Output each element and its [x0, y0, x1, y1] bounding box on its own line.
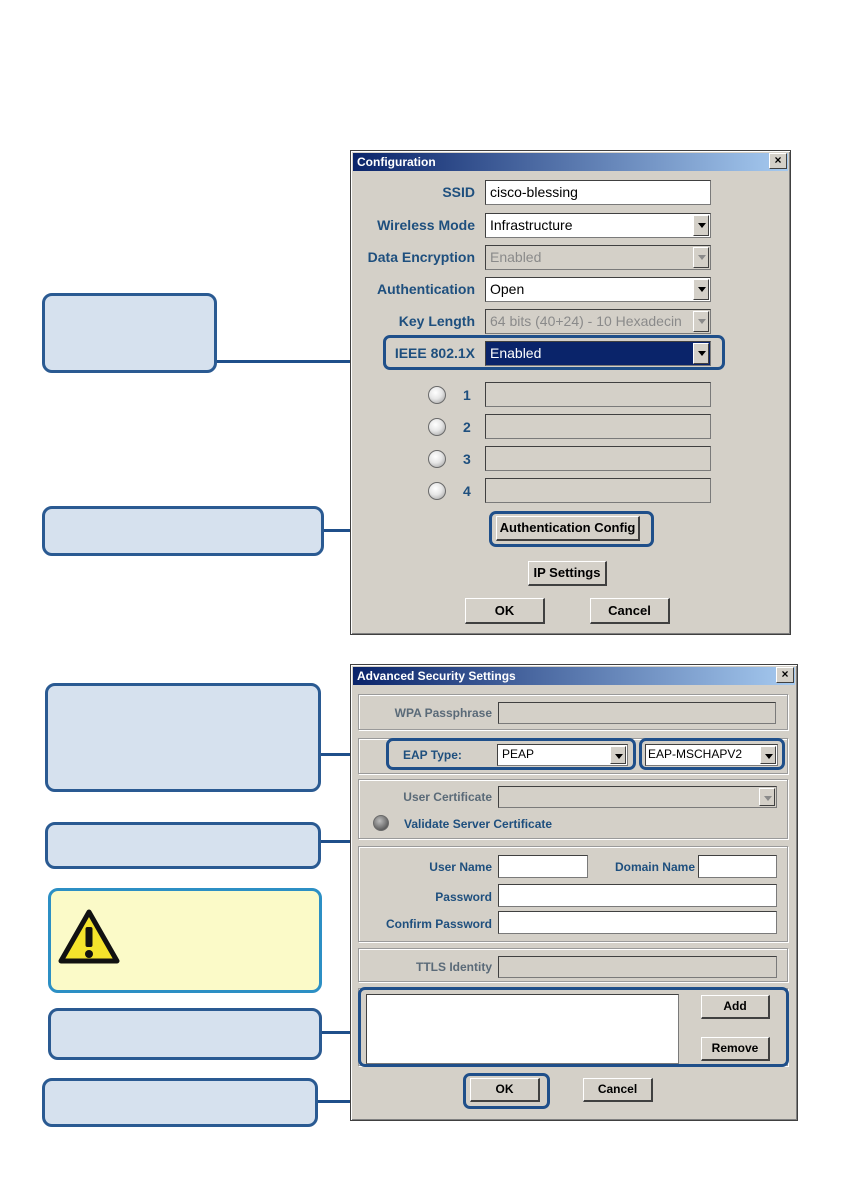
chevron-down-icon[interactable]: [693, 279, 709, 300]
ip-settings-button[interactable]: IP Settings: [528, 561, 607, 586]
wpa-passphrase-label: WPA Passphrase: [394, 706, 492, 720]
password-input[interactable]: [498, 884, 777, 907]
domain-name-input[interactable]: [698, 855, 777, 878]
ssid-input[interactable]: cisco-blessing: [485, 180, 711, 205]
wireless-mode-value: Infrastructure: [490, 217, 573, 233]
key-number-3: 3: [463, 451, 471, 467]
key-radio-4[interactable]: [428, 482, 446, 500]
callout-ok: [42, 1078, 318, 1127]
certificate-list-highlight: [358, 987, 789, 1067]
key-radio-1[interactable]: [428, 386, 446, 404]
close-icon[interactable]: ×: [769, 153, 787, 169]
user-certificate-select: [498, 786, 777, 808]
ttls-identity-input: [498, 956, 777, 978]
ieee-highlight: [383, 335, 725, 370]
chevron-down-icon: [693, 247, 709, 268]
password-label: Password: [435, 890, 492, 904]
wpa-passphrase-input: [498, 702, 776, 724]
domain-name-label: Domain Name: [614, 860, 695, 874]
ieee-label: IEEE 802.1X: [394, 345, 475, 361]
key-number-4: 4: [463, 483, 471, 499]
key-radio-3[interactable]: [428, 450, 446, 468]
user-name-input[interactable]: [498, 855, 588, 878]
authentication-label: Authentication: [377, 281, 475, 297]
user-certificate-label: User Certificate: [403, 790, 492, 804]
advanced-security-title: Advanced Security Settings: [353, 667, 795, 685]
add-button[interactable]: Add: [701, 995, 770, 1019]
key-radio-2[interactable]: [428, 418, 446, 436]
authentication-config-button[interactable]: Authentication Config: [496, 516, 640, 541]
warning-icon: [58, 909, 120, 965]
chevron-down-icon: [759, 788, 775, 806]
authentication-select[interactable]: [485, 277, 711, 302]
key-length-label: Key Length: [398, 313, 475, 329]
eap-type-highlight: [386, 738, 636, 770]
ssid-label: SSID: [442, 184, 475, 200]
callout-certificate-list: [48, 1008, 322, 1060]
data-encryption-value: Enabled: [490, 249, 542, 265]
callout-eap-inner: [45, 822, 321, 869]
data-encryption-select: [485, 245, 711, 270]
callout-warning: [48, 888, 322, 993]
chevron-down-icon: [693, 311, 709, 332]
eap-type-value: PEAP: [502, 747, 535, 761]
user-name-label: User Name: [429, 860, 492, 874]
configuration-title: Configuration: [353, 153, 788, 171]
eap-inner-value: EAP-MSCHAPV2: [648, 747, 743, 761]
chevron-down-icon[interactable]: [693, 215, 709, 236]
close-icon[interactable]: ×: [776, 667, 794, 683]
eap-type-label: EAP Type:: [403, 748, 462, 762]
config-ok-button[interactable]: OK: [465, 598, 545, 624]
wireless-mode-label: Wireless Mode: [377, 217, 475, 233]
advanced-cancel-button[interactable]: Cancel: [583, 1078, 653, 1102]
auth-config-highlight: [489, 511, 654, 547]
eap-inner-highlight: [639, 738, 785, 770]
data-encryption-label: Data Encryption: [367, 249, 475, 265]
key-input-1: [485, 382, 711, 407]
callout-auth-config: [42, 506, 324, 556]
remove-button[interactable]: Remove: [701, 1037, 770, 1061]
key-input-3: [485, 446, 711, 471]
callout-eap-type: [45, 683, 321, 792]
confirm-password-label: Confirm Password: [385, 917, 492, 931]
key-number-2: 2: [463, 419, 471, 435]
wireless-mode-select[interactable]: [485, 213, 711, 238]
advanced-ok-button[interactable]: OK: [470, 1078, 540, 1102]
key-length-value: 64 bits (40+24) - 10 Hexadecin: [490, 313, 682, 329]
ieee-value: Enabled: [490, 345, 542, 361]
key-length-select: [485, 309, 711, 334]
key-input-2: [485, 414, 711, 439]
callout-ieee: [42, 293, 217, 373]
advanced-ok-highlight: [463, 1073, 550, 1109]
confirm-password-input[interactable]: [498, 911, 777, 934]
key-input-4: [485, 478, 711, 503]
validate-server-label: Validate Server Certificate: [404, 817, 553, 831]
ttls-identity-label: TTLS Identity: [416, 960, 492, 974]
authentication-value: Open: [490, 281, 525, 297]
validate-server-radio[interactable]: [373, 815, 389, 831]
key-number-1: 1: [463, 387, 471, 403]
config-cancel-button[interactable]: Cancel: [590, 598, 670, 624]
